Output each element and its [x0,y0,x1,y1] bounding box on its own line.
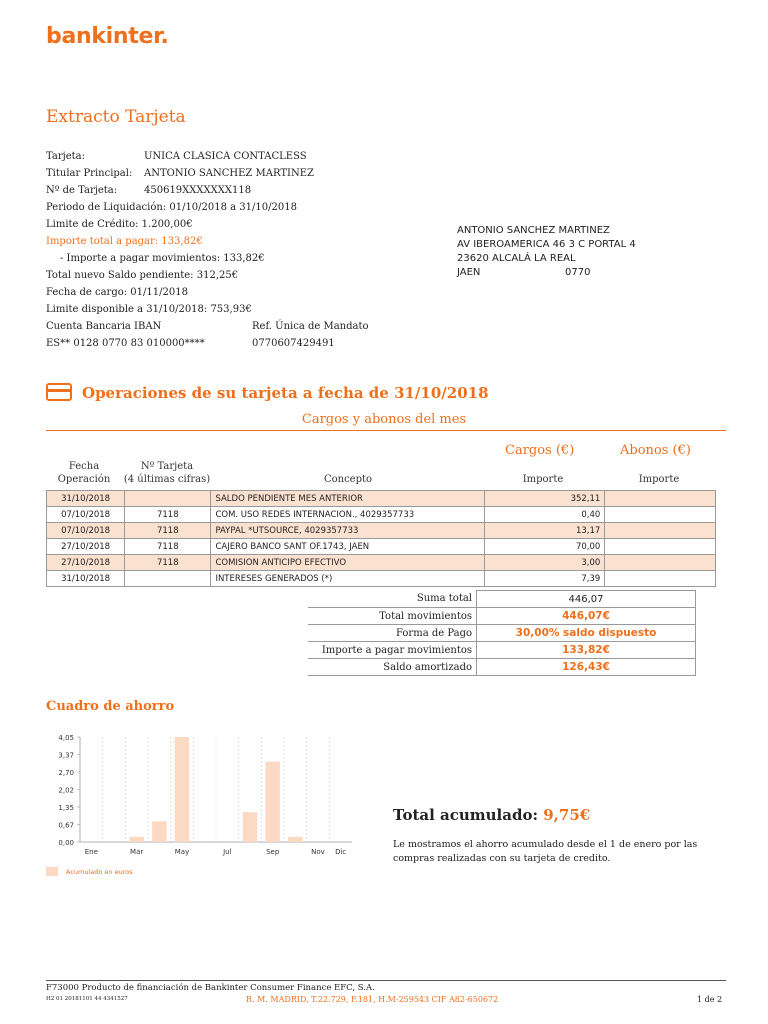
bankinter-logo: bankinter. [46,24,169,49]
operation-abono [605,539,716,555]
page-title: Extracto Tarjeta [46,107,186,127]
col-tarjeta-2: (4 últimas cifras) [123,474,211,485]
operation-abono [605,507,716,523]
limite-credito: Limite de Crédito: 1.200,00€ [46,219,193,230]
total-row [308,642,696,659]
operation-card: 7118 [125,507,211,523]
operation-date: 27/10/2018 [47,555,125,571]
address-city: 23620 ALCALÁ LA REAL [457,253,576,264]
operation-abono [605,523,716,539]
address-province: JAEN [457,267,481,278]
operation-card: 7118 [125,539,211,555]
operation-row [47,539,716,555]
total-value: 30,00% saldo dispuesto [477,625,696,642]
col-importe-abonos: Importe [638,474,680,485]
titular-label: Titular Principal: [46,168,133,179]
operation-concept: SALDO PENDIENTE MES ANTERIOR [211,491,484,507]
tarjeta-label: Tarjeta: [46,151,86,162]
y-tick-label: 1,35 [58,804,74,812]
total-row [308,625,696,642]
total-value: 446,07€ [477,608,696,625]
operation-cargo: 352,11 [484,491,605,507]
total-value: 446,07 [477,591,696,608]
operation-row [47,555,716,571]
operations-subtitle: Cargos y abonos del mes [301,412,467,427]
total-row [308,608,696,625]
total-row [308,659,696,676]
operation-row [47,523,716,539]
operation-concept: COM. USO REDES INTERNACION., 4029357733 [211,507,484,523]
x-tick-label: Ene [84,848,98,856]
total-acumulado-label: Total acumulado: [393,806,538,824]
legend-swatch [46,867,58,876]
savings-description: Le mostramos el ahorro acumulado desde el 1 de enero por las compras realizadas con su tarjeta de credito. [393,839,698,864]
operation-cargo: 70,00 [484,539,605,555]
footer-code: H2 01 20181101 44 4341527 [46,996,128,1002]
footer-registro: R. M. MADRID, T.22.729, F.181, H.M-259543 CIF A82-650672 [246,995,499,1004]
total-acumulado-value: 9,75€ [543,806,591,824]
card-info [46,148,446,358]
col-concepto: Concepto [323,474,373,485]
operation-date: 07/10/2018 [47,523,125,539]
operation-card: 7118 [125,523,211,539]
operation-abono [605,555,716,571]
total-label: Importe a pagar movimientos [308,642,477,659]
x-tick-label: Jul [223,848,232,856]
y-tick-label: 3,37 [58,751,74,760]
col-tarjeta: Nº Tarjeta [140,461,194,472]
limite-disponible: Limite disponible a 31/10/2018: 753,93€ [46,304,252,315]
savings-title: Cuadro de ahorro [46,699,175,714]
bar [243,812,258,842]
legend-label: Acumulado en euros [66,868,133,876]
operation-abono [605,571,716,587]
x-tick-label: May [174,848,190,856]
iban-label: Cuenta Bancaria IBAN [46,321,162,332]
footer-divider [46,980,726,981]
operations-title: Operaciones de su tarjeta a fecha de 31/10/2018 [82,384,489,402]
operation-card [125,571,211,587]
address-name: ANTONIO SANCHEZ MARTINEZ [457,225,610,236]
col-fecha-2: Operación [57,474,111,485]
divider [46,430,726,431]
cargos-header: Cargos (€) [505,443,575,458]
importe-movimientos: - Importe a pagar movimientos: 133,82€ [60,253,265,264]
mandato-label: Ref. Única de Mandato [252,321,369,332]
operation-concept: COMISION ANTICIPO EFECTIVO [211,555,484,571]
operation-row [47,507,716,523]
total-label: Suma total [308,591,477,608]
operations-table [46,490,716,587]
bar [265,762,280,842]
y-tick-label: 0,00 [58,839,74,847]
saldo-pendiente: Total nuevo Saldo pendiente: 312,25€ [46,270,239,281]
total-value: 126,43€ [477,659,696,676]
total-acumulado [393,806,590,824]
bar [152,821,167,842]
operation-cargo: 7,39 [484,571,605,587]
col-fecha: Fecha [68,461,100,472]
operation-concept: PAYPAL *UTSOURCE, 4029357733 [211,523,484,539]
operation-card: 7118 [125,555,211,571]
savings-chart [40,728,360,878]
importe-total: Importe total a pagar: 133,82€ [46,236,203,247]
x-tick-label: Mar [130,848,144,856]
operation-row [47,571,716,587]
credit-card-icon [46,383,72,401]
x-tick-label: Nov [311,848,325,856]
card-number-label: Nº de Tarjeta: [46,185,118,196]
operation-date: 31/10/2018 [47,491,125,507]
totals-table [308,590,696,676]
fecha-cargo: Fecha de cargo: 01/11/2018 [46,287,188,298]
operation-cargo: 3,00 [484,555,605,571]
address-code: 0770 [565,267,591,278]
total-label: Saldo amortizado [308,659,477,676]
footer-product: F73000 Producto de financiación de Bankinter Consumer Finance EFC, S.A. [46,983,375,993]
tarjeta-value: UNICA CLASICA CONTACLESS [144,151,307,162]
y-tick-label: 2,02 [58,786,74,795]
operation-date: 31/10/2018 [47,571,125,587]
address-street: AV IBEROAMERICA 46 3 C PORTAL 4 [457,239,636,250]
abonos-header: Abonos (€) [620,443,691,458]
total-label: Forma de Pago [308,625,477,642]
total-row [308,591,696,608]
operation-abono [605,491,716,507]
bar [175,737,190,842]
operation-date: 07/10/2018 [47,507,125,523]
x-tick-label: Dic [335,848,347,856]
periodo-liquidacion: Periodo de Liquidación: 01/10/2018 a 31/10/2018 [46,202,297,213]
operation-row [47,491,716,507]
operation-date: 27/10/2018 [47,539,125,555]
operation-cargo: 0,40 [484,507,605,523]
card-number-value: 450619XXXXXXX118 [144,185,252,196]
col-importe-cargos: Importe [522,474,564,485]
operation-concept: INTERESES GENERADOS (*) [211,571,484,587]
operation-concept: CAJERO BANCO SANT OF.1743, JAEN [211,539,484,555]
total-value: 133,82€ [477,642,696,659]
total-label: Total movimientos [308,608,477,625]
iban-value: ES** 0128 0770 83 010000**** [46,338,205,349]
y-tick-label: 4,05 [58,734,74,742]
mandato-value: 0770607429491 [252,338,335,349]
bar [129,837,144,842]
footer-page: 1 de 2 [697,995,723,1004]
titular-value: ANTONIO SANCHEZ MARTINEZ [144,168,314,179]
y-tick-label: 2,70 [58,769,74,777]
postal-address [457,224,717,284]
bar [288,837,303,842]
x-tick-label: Sep [266,848,280,856]
y-tick-label: 0,67 [58,821,74,830]
operation-card [125,491,211,507]
operation-cargo: 13,17 [484,523,605,539]
